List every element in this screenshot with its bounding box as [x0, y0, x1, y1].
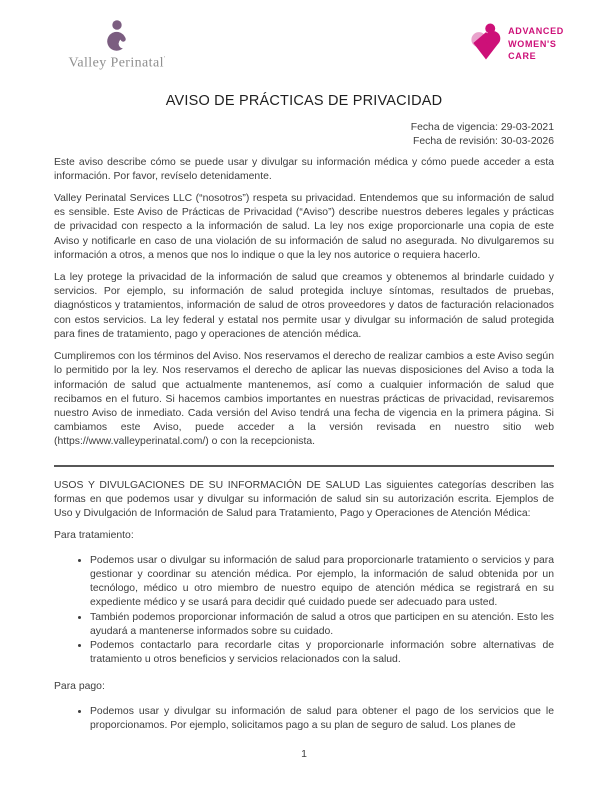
valley-perinatal-wordmark: Valley Perinatal': [68, 55, 166, 71]
page-header: [0, 0, 608, 72]
valley-perinatal-logo: [58, 20, 176, 72]
intro-paragraph-3: La ley protege la privacidad de la información de salud que creamos y obtenemos al brindarle cuidado y servicios. Por ejemplo, su información de salud protegida incluye síntomas, resultados de pruebas, diagnósticos y tratamientos, información de salud de otros proveedores y datos de facturación relacionados con estos servicios. La ley federal y estatal nos permite usar y divulgar su información de salud protegida para fines de tratamiento, pago y operaciones de atención médica.: [54, 272, 554, 340]
section-divider: [54, 465, 554, 467]
awc-line-1: ADVANCED: [508, 26, 564, 36]
awc-line-2: WOMEN'S: [508, 38, 557, 49]
document-body: [0, 156, 608, 734]
heart-person-icon: [470, 22, 502, 63]
page-number: 1: [301, 748, 307, 760]
treatment-bullet: • Podemos contactarlo para recordarle citas y proporcionarle información sobre alternativas de tratamiento u otros beneficios y servicios relacionados con la salud.: [90, 639, 554, 667]
intro-paragraph-2: Valley Perinatal Services LLC (“nosotros”) respeta su privacidad. Entendemos que su información de salud es sensible. Este Aviso de Prácticas de Privacidad (“Aviso”) describe nuestros deberes legales y prácticas de privacidad con respecto a la información de salud. La ley nos exige proporcionarle una copia de este Aviso y notificarle en caso de una violación de su información de salud no asegurada. No divulgaremos su información a otros, a menos que nos lo indique o que la ley nos autorice o requiera hacerlo.: [54, 193, 554, 261]
intro-paragraph-1: Este aviso describe cómo se puede usar y divulgar su información médica y cómo puede acceder a esta información. Por favor, revíselo detenidamente.: [54, 156, 554, 182]
advanced-womens-care-logo: [470, 22, 564, 63]
revision-date: Fecha de revisión: 30-03-2026: [413, 135, 554, 147]
effective-date: Fecha de vigencia: 29-03-2021: [410, 121, 554, 133]
uses-disclosures-paragraph: USOS Y DIVULGACIONES DE SU INFORMACIÓN DE SALUD Las siguientes categorías describen las formas en que podemos usar y divulgar su información de salud sin su autorización escrita. Ejemplos de Uso y Divulgación de Información de Salud para Tratamiento, Pago y Operaciones de Atención Médica:: [54, 479, 554, 519]
treatment-bullet: • Podemos usar o divulgar su información de salud para proporcionarle tratamiento o servicios y para gestionar y coordinar su atención médica. Por ejemplo, la información de salud obtenida por un tecnólogo, médico u otro miembro de nuestro equipo de atención médica se registrará en su expediente médico y se usará para decidir qué cuidado puede ser adecuado para usted.: [90, 554, 554, 611]
payment-bullet-list: [54, 705, 554, 733]
treatment-label: Para tratamiento:: [54, 530, 134, 542]
payment-label: Para pago:: [54, 681, 105, 693]
payment-bullet: • Podemos usar y divulgar su información de salud para obtener el pago de los servicios que le proporcionamos. Por ejemplo, solicitamos pago a su plan de seguro de salud. Los planes de: [90, 705, 554, 733]
treatment-bullet-list: [54, 554, 554, 668]
advanced-womens-care-wordmark: [508, 25, 564, 63]
intro-paragraph-4: Cumpliremos con los términos del Aviso. Nos reservamos el derecho de realizar cambios a este Aviso según lo permitido por la ley. Nos reservamos el derecho de aplicar las nuevas disposiciones del Aviso a toda la información de salud que actualmente mantenemos, así como a cualquier información de salud que recibamos en el futuro. Si hacemos cambios importantes en nuestras prácticas de privacidad, revisaremos nuestro Aviso de inmediato. Cada versión del Aviso tendrá una fecha de vigencia en la primera página. Si cambiamos este Aviso, puede acceder a la versión revisada en nuestro sitio web (https://www.valleyperinatal.com/) o con la recepcionista.: [54, 351, 554, 448]
date-block: [0, 121, 608, 149]
document-title: AVISO DE PRÁCTICAS DE PRIVACIDAD: [165, 92, 443, 109]
trademark-mark: ': [163, 55, 166, 63]
treatment-bullet: • También podemos proporcionar información de salud a otros que participen en su atención. Esto les ayudará a mantenerse informados sobre su cuidado.: [90, 611, 554, 639]
mother-and-baby-icon: [104, 20, 130, 52]
awc-line-3: CARE: [508, 51, 537, 61]
